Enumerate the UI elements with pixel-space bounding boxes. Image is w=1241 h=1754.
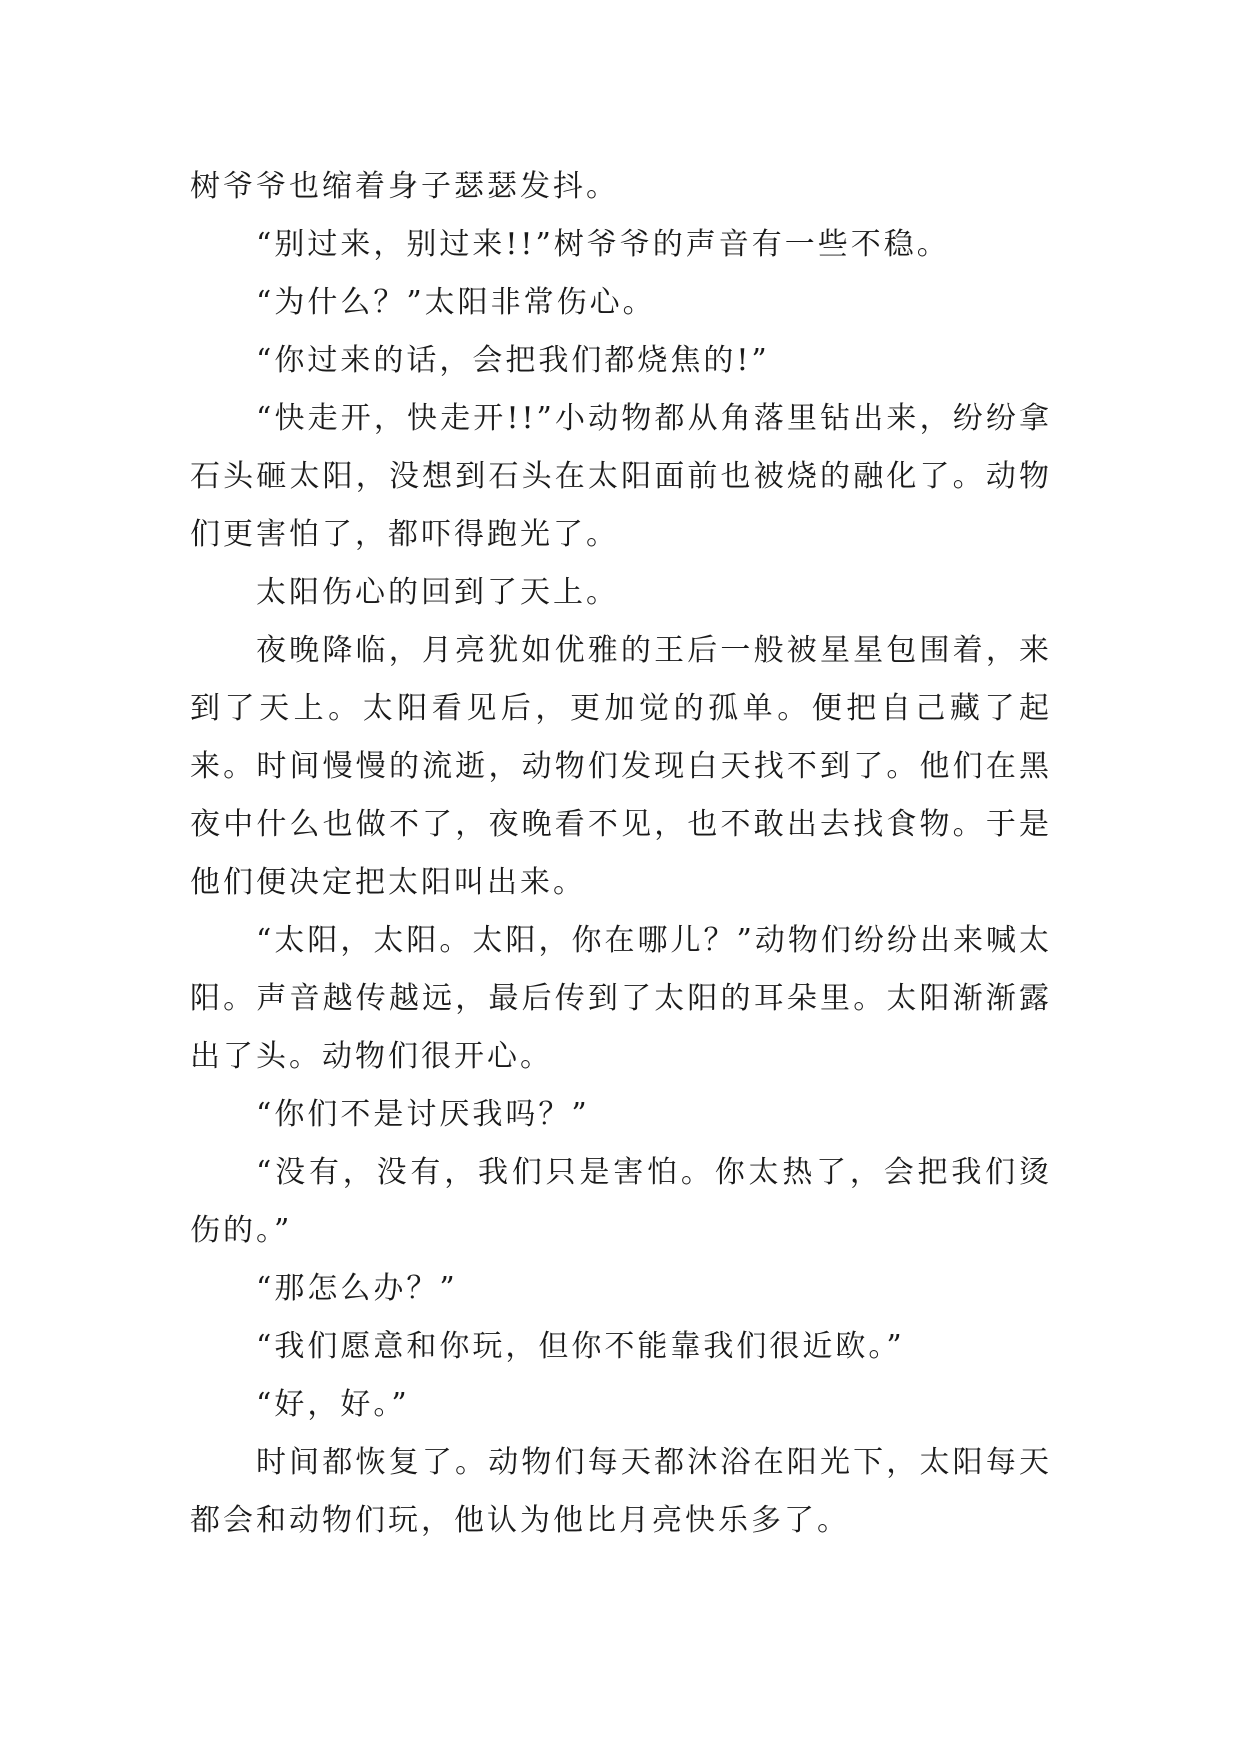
paragraph-2: “别过来，别过来!!”树爷爷的声音有一些不稳。: [256, 227, 950, 262]
paragraph-14: 时间都恢复了。动物们每天都沐浴在阳光下，太阳每天都会和动物们玩，他认为他比月亮快乐多了。: [190, 1445, 1052, 1538]
paragraph-11: “那怎么办？”: [256, 1271, 458, 1306]
paragraph-12: “我们愿意和你玩，但你不能靠我们很近欧。”: [256, 1329, 905, 1364]
paragraph-6: 太阳伤心的回到了天上。: [256, 575, 619, 610]
paragraph-4: “你过来的话，会把我们都烧焦的!”: [256, 343, 770, 378]
paragraph-3: “为什么？”太阳非常伤心。: [256, 285, 656, 320]
paragraph-1: 树爷爷也缩着身子瑟瑟发抖。: [190, 169, 619, 204]
paragraph-10: “没有，没有，我们只是害怕。你太热了，会把我们烫伤的。”: [190, 1155, 1052, 1248]
paragraph-9: “你们不是讨厌我吗？”: [256, 1097, 590, 1132]
paragraph-13: “好，好。”: [256, 1387, 410, 1422]
story-text-body: [190, 158, 1052, 1550]
paragraph-8: “太阳，太阳。太阳，你在哪儿？”动物们纷纷出来喊太阳。声音越传越远，最后传到了太阳的耳朵里。太阳渐渐露出了头。动物们很开心。: [190, 923, 1052, 1074]
paragraph-5: “快走开，快走开!!”小动物都从角落里钻出来，纷纷拿石头砸太阳，没想到石头在太阳面前也被烧的融化了。动物们更害怕了，都吓得跑光了。: [190, 401, 1052, 552]
paragraph-7: 夜晚降临，月亮犹如优雅的王后一般被星星包围着，来到了天上。太阳看见后，更加觉的孤单。便把自己藏了起来。时间慢慢的流逝，动物们发现白天找不到了。他们在黑夜中什么也做不了，夜晚看不见，也不敢出去找食物。于是他们便决定把太阳叫出来。: [190, 633, 1052, 900]
